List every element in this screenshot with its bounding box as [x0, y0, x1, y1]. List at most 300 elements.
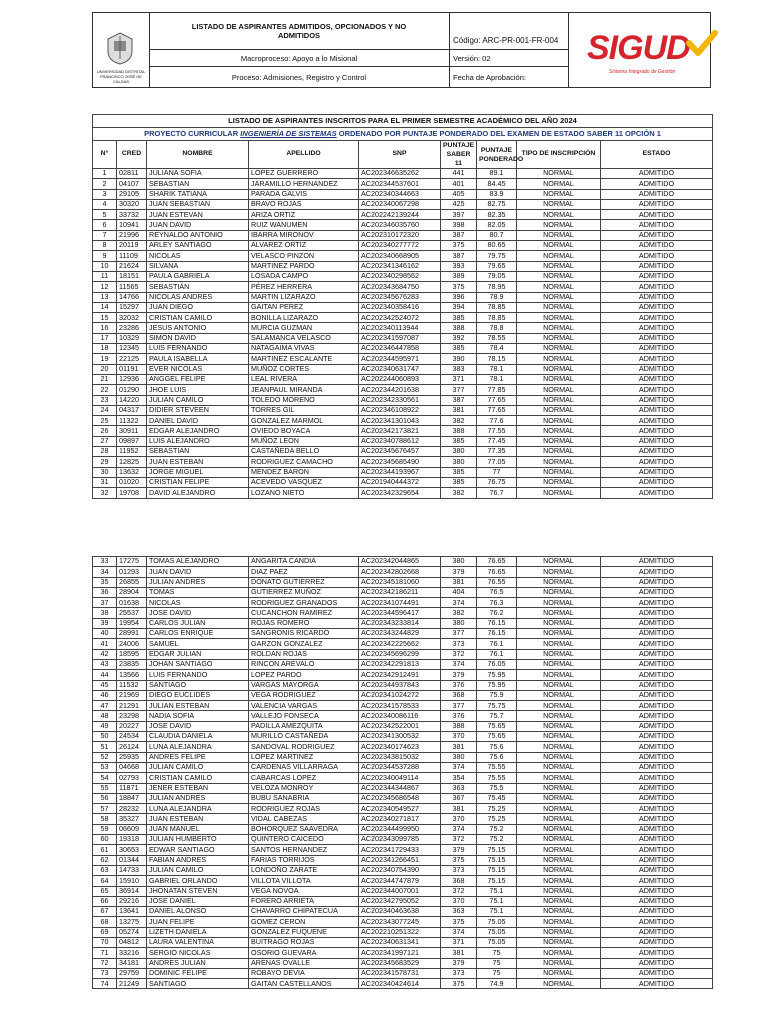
row-estado: ADMITIDO [601, 271, 713, 281]
row-puntaje-saber11: 374 [441, 598, 477, 608]
row-estado: ADMITIDO [601, 447, 713, 457]
table-row [93, 814, 713, 824]
row-tipo-inscripcion: NORMAL [517, 649, 601, 659]
proceso: Proceso: Admisiones, Registro y Control [149, 67, 450, 87]
row-apellido: LOPEZ MARTINEZ [249, 752, 359, 762]
row-cred: 04317 [117, 405, 147, 415]
row-snp: AC202340067298 [359, 199, 441, 209]
row-cred: 21969 [117, 690, 147, 700]
table-row [93, 958, 713, 968]
row-puntaje-ponderado: 78.85 [477, 302, 517, 312]
row-cred: 11952 [117, 447, 147, 457]
row-number: 43 [93, 659, 117, 669]
row-puntaje-saber11: 387 [441, 395, 477, 405]
row-tipo-inscripcion: NORMAL [517, 948, 601, 958]
row-tipo-inscripcion: NORMAL [517, 577, 601, 587]
row-cred: 19708 [117, 488, 147, 498]
row-estado: ADMITIDO [601, 845, 713, 855]
row-estado: ADMITIDO [601, 701, 713, 711]
row-snp: AC202341300532 [359, 732, 441, 742]
row-puntaje-ponderado: 76.5 [477, 587, 517, 597]
row-tipo-inscripcion: NORMAL [517, 670, 601, 680]
row-tipo-inscripcion: NORMAL [517, 814, 601, 824]
row-puntaje-saber11: 385 [441, 436, 477, 446]
row-puntaje-ponderado: 75.45 [477, 793, 517, 803]
row-snp: AC202345685490 [359, 457, 441, 467]
row-estado: ADMITIDO [601, 261, 713, 271]
row-nombre: JUAN SEBASTIAN [147, 199, 249, 209]
row-number: 30 [93, 467, 117, 477]
table-row [93, 865, 713, 875]
row-nombre: LUIS FERNANDO [147, 670, 249, 680]
row-estado: ADMITIDO [601, 865, 713, 875]
row-number: 39 [93, 618, 117, 628]
row-apellido: MURCIA GUZMAN [249, 323, 359, 333]
row-estado: ADMITIDO [601, 385, 713, 395]
row-number: 8 [93, 241, 117, 251]
row-cred: 02811 [117, 169, 147, 179]
row-snp: AC202340631341 [359, 937, 441, 947]
row-puntaje-saber11: 375 [441, 241, 477, 251]
sigud-subtitle: Sistema Integrado de Gestión [609, 69, 676, 75]
row-cred: 02793 [117, 773, 147, 783]
row-apellido: GAITAN PEREZ [249, 302, 359, 312]
row-nombre: JOSE DANIEL [147, 896, 249, 906]
row-tipo-inscripcion: NORMAL [517, 793, 601, 803]
row-estado: ADMITIDO [601, 557, 713, 567]
row-snp: AC202344595971 [359, 354, 441, 364]
row-puntaje-saber11: 381 [441, 577, 477, 587]
row-tipo-inscripcion: NORMAL [517, 416, 601, 426]
row-apellido: BOHORQUEZ SAAVEDRA [249, 824, 359, 834]
row-tipo-inscripcion: NORMAL [517, 742, 601, 752]
row-puntaje-ponderado: 75.6 [477, 742, 517, 752]
row-snp: AC202340358416 [359, 302, 441, 312]
row-snp: AC202340463638 [359, 907, 441, 917]
row-puntaje-saber11: 392 [441, 333, 477, 343]
col-header-cred: CRED [117, 141, 147, 169]
row-cred: 05274 [117, 927, 147, 937]
row-apellido: JARAMILLO HERNANDEZ [249, 179, 359, 189]
row-tipo-inscripcion: NORMAL [517, 189, 601, 199]
row-estado: ADMITIDO [601, 917, 713, 927]
row-snp: AC202344937843 [359, 680, 441, 690]
row-puntaje-saber11: 387 [441, 230, 477, 240]
row-cred: 33732 [117, 210, 147, 220]
row-apellido: BRAVO ROJAS [249, 199, 359, 209]
row-estado: ADMITIDO [601, 488, 713, 498]
row-nombre: EDGAR ALEJANDRO [147, 426, 249, 436]
row-tipo-inscripcion: NORMAL [517, 824, 601, 834]
row-nombre: JOSE DAVID [147, 608, 249, 618]
row-nombre: JUAN ESTEBAN [147, 814, 249, 824]
row-puntaje-ponderado: 74.9 [477, 979, 517, 989]
row-puntaje-ponderado: 78.85 [477, 313, 517, 323]
row-puntaje-saber11: 381 [441, 742, 477, 752]
row-puntaje-ponderado: 75.25 [477, 814, 517, 824]
row-snp: AC202343233814 [359, 618, 441, 628]
row-number: 33 [93, 557, 117, 567]
row-snp: AC202342329654 [359, 488, 441, 498]
row-puntaje-saber11: 382 [441, 416, 477, 426]
row-puntaje-ponderado: 78.8 [477, 323, 517, 333]
row-snp: AC202344007001 [359, 886, 441, 896]
table-row [93, 354, 713, 364]
table-row [93, 189, 713, 199]
row-nombre: SEBASTIAN [147, 447, 249, 457]
row-estado: ADMITIDO [601, 395, 713, 405]
row-number: 20 [93, 364, 117, 374]
row-number: 26 [93, 426, 117, 436]
row-puntaje-saber11: 379 [441, 567, 477, 577]
row-estado: ADMITIDO [601, 804, 713, 814]
row-estado: ADMITIDO [601, 907, 713, 917]
row-snp: AC202340788612 [359, 436, 441, 446]
col-header-estado: ESTADO [601, 141, 713, 169]
row-snp: AC202343244829 [359, 629, 441, 639]
row-puntaje-ponderado: 78.4 [477, 344, 517, 354]
row-apellido: CABARCAS LOPEZ [249, 773, 359, 783]
row-nombre: JUAN ESTEBAN [147, 457, 249, 467]
row-estado: ADMITIDO [601, 477, 713, 487]
table-row [93, 917, 713, 927]
row-tipo-inscripcion: NORMAL [517, 179, 601, 189]
row-apellido: ACEVEDO VASQUEZ [249, 477, 359, 487]
table-row [93, 608, 713, 618]
row-nombre: CARLOS JULIAN [147, 618, 249, 628]
row-snp: AC202244060893 [359, 374, 441, 384]
row-puntaje-saber11: 383 [441, 364, 477, 374]
col-header-ponderado: PUNTAJE PONDERADO [477, 141, 517, 169]
table-row [93, 261, 713, 271]
row-puntaje-saber11: 367 [441, 793, 477, 803]
row-snp: AC202340754390 [359, 865, 441, 875]
row-nombre: SANTIAGO [147, 680, 249, 690]
row-snp: AC202344747879 [359, 876, 441, 886]
row-snp: AC202346035760 [359, 220, 441, 230]
row-number: 28 [93, 447, 117, 457]
row-puntaje-ponderado: 75.7 [477, 711, 517, 721]
row-number: 56 [93, 793, 117, 803]
row-puntaje-ponderado: 80.65 [477, 241, 517, 251]
row-apellido: LOPEZ PARDO [249, 670, 359, 680]
row-number: 13 [93, 292, 117, 302]
row-puntaje-saber11: 396 [441, 292, 477, 302]
table-row [93, 721, 713, 731]
table-row [93, 436, 713, 446]
row-nombre: JOHAN SANTIAGO [147, 659, 249, 669]
row-puntaje-ponderado: 82.75 [477, 199, 517, 209]
row-snp: AC202342225662 [359, 639, 441, 649]
row-nombre: JULIAN ANDRES [147, 793, 249, 803]
row-snp: AC202341997121 [359, 948, 441, 958]
row-apellido: VEGA NOVOA [249, 886, 359, 896]
row-puntaje-ponderado: 76.55 [477, 577, 517, 587]
row-tipo-inscripcion: NORMAL [517, 896, 601, 906]
table-row [93, 395, 713, 405]
row-puntaje-ponderado: 78.95 [477, 282, 517, 292]
row-number: 68 [93, 917, 117, 927]
row-number: 35 [93, 577, 117, 587]
row-snp: AC202342186211 [359, 587, 441, 597]
row-puntaje-saber11: 404 [441, 587, 477, 597]
row-nombre: PAULA ISABELLA [147, 354, 249, 364]
row-cred: 12825 [117, 457, 147, 467]
row-tipo-inscripcion: NORMAL [517, 567, 601, 577]
row-cred: 01020 [117, 477, 147, 487]
row-tipo-inscripcion: NORMAL [517, 169, 601, 179]
university-name: UNIVERSIDAD DISTRITAL FRANCISCO JOSÉ DE CALDAS [96, 69, 146, 84]
row-puntaje-ponderado: 75.05 [477, 927, 517, 937]
row-nombre: EDWAR SANTIAGO [147, 845, 249, 855]
table-row [93, 639, 713, 649]
table-row [93, 752, 713, 762]
row-puntaje-saber11: 397 [441, 210, 477, 220]
row-cred: 30653 [117, 845, 147, 855]
table-row [93, 230, 713, 240]
row-number: 45 [93, 680, 117, 690]
table-row [93, 598, 713, 608]
row-nombre: CRISTIAN CAMILO [147, 773, 249, 783]
row-puntaje-saber11: 374 [441, 762, 477, 772]
row-tipo-inscripcion: NORMAL [517, 680, 601, 690]
row-puntaje-ponderado: 80.7 [477, 230, 517, 240]
row-puntaje-ponderado: 75.6 [477, 752, 517, 762]
table-row [93, 845, 713, 855]
row-snp: AC202340049114 [359, 773, 441, 783]
row-cred: 13275 [117, 917, 147, 927]
row-apellido: VILLOTA VILLOTA [249, 876, 359, 886]
row-puntaje-saber11: 375 [441, 917, 477, 927]
table-row [93, 587, 713, 597]
row-puntaje-saber11: 354 [441, 773, 477, 783]
table-row [93, 220, 713, 230]
row-cred: 01191 [117, 364, 147, 374]
row-cred: 23835 [117, 659, 147, 669]
row-number: 65 [93, 886, 117, 896]
row-puntaje-ponderado: 76.15 [477, 629, 517, 639]
row-cred: 29759 [117, 968, 147, 978]
row-apellido: VALLEJO FONSECA [249, 711, 359, 721]
row-apellido: GOMEZ CERON [249, 917, 359, 927]
row-puntaje-saber11: 387 [441, 251, 477, 261]
row-puntaje-saber11: 363 [441, 783, 477, 793]
row-puntaje-ponderado: 77.85 [477, 385, 517, 395]
table-row [93, 467, 713, 477]
row-puntaje-ponderado: 75.05 [477, 917, 517, 927]
table-row [93, 577, 713, 587]
row-tipo-inscripcion: NORMAL [517, 587, 601, 597]
row-puntaje-saber11: 377 [441, 385, 477, 395]
row-cred: 20227 [117, 721, 147, 731]
row-cred: 34181 [117, 958, 147, 968]
row-cred: 30911 [117, 426, 147, 436]
row-estado: ADMITIDO [601, 333, 713, 343]
row-tipo-inscripcion: NORMAL [517, 488, 601, 498]
row-cred: 22125 [117, 354, 147, 364]
table-row [93, 701, 713, 711]
row-tipo-inscripcion: NORMAL [517, 199, 601, 209]
row-puntaje-ponderado: 75.2 [477, 824, 517, 834]
row-apellido: RODRIGUEZ ROJAS [249, 804, 359, 814]
approval-date: Fecha de Aprobación: [450, 67, 569, 87]
row-puntaje-ponderado: 76.65 [477, 567, 517, 577]
table-row [93, 762, 713, 772]
row-tipo-inscripcion: NORMAL [517, 261, 601, 271]
program-name: INGENIERÍA DE SISTEMAS [240, 128, 337, 138]
row-puntaje-ponderado: 76.2 [477, 608, 517, 618]
row-tipo-inscripcion: NORMAL [517, 639, 601, 649]
row-snp: AC202346108922 [359, 405, 441, 415]
row-estado: ADMITIDO [601, 886, 713, 896]
row-apellido: LOPEZ GUERRERO [249, 169, 359, 179]
row-cred: 29216 [117, 896, 147, 906]
row-tipo-inscripcion: NORMAL [517, 477, 601, 487]
row-puntaje-ponderado: 75.15 [477, 845, 517, 855]
row-snp: AC202342802668 [359, 567, 441, 577]
row-tipo-inscripcion: NORMAL [517, 302, 601, 312]
row-cred: 21996 [117, 230, 147, 240]
document-version: Versión: 02 [450, 50, 569, 67]
table-row [93, 804, 713, 814]
row-puntaje-ponderado: 75.2 [477, 835, 517, 845]
row-cred: 21624 [117, 261, 147, 271]
row-apellido: ARIZA ORTIZ [249, 210, 359, 220]
row-estado: ADMITIDO [601, 230, 713, 240]
table-row [93, 793, 713, 803]
table-row [93, 313, 713, 323]
row-cred: 11109 [117, 251, 147, 261]
row-puntaje-ponderado: 75.55 [477, 773, 517, 783]
row-nombre: NICOLAS ANDRES [147, 292, 249, 302]
table-row [93, 169, 713, 179]
row-puntaje-saber11: 382 [441, 488, 477, 498]
row-tipo-inscripcion: NORMAL [517, 344, 601, 354]
row-estado: ADMITIDO [601, 711, 713, 721]
row-puntaje-saber11: 441 [441, 169, 477, 179]
row-snp: AC202345686548 [359, 793, 441, 803]
row-puntaje-ponderado: 76.1 [477, 639, 517, 649]
row-cred: 12936 [117, 374, 147, 384]
row-apellido: MUÑOZ CORTES [249, 364, 359, 374]
row-estado: ADMITIDO [601, 251, 713, 261]
table-row [93, 333, 713, 343]
row-snp: AC202341597087 [359, 333, 441, 343]
row-apellido: MARTINEZ PARDO [249, 261, 359, 271]
row-puntaje-saber11: 379 [441, 845, 477, 855]
row-number: 21 [93, 374, 117, 384]
row-cred: 15910 [117, 876, 147, 886]
table-row [93, 773, 713, 783]
row-nombre: PAULA GABRIELA [147, 271, 249, 281]
row-apellido: QUINTERO CAICEDO [249, 835, 359, 845]
row-nombre: JUAN DAVID [147, 220, 249, 230]
row-number: 5 [93, 210, 117, 220]
table-row [93, 488, 713, 498]
row-cred: 24006 [117, 639, 147, 649]
row-apellido: SANTOS HERNANDEZ [249, 845, 359, 855]
row-estado: ADMITIDO [601, 896, 713, 906]
row-estado: ADMITIDO [601, 608, 713, 618]
row-estado: ADMITIDO [601, 659, 713, 669]
table-row [93, 629, 713, 639]
table-row [93, 251, 713, 261]
row-tipo-inscripcion: NORMAL [517, 323, 601, 333]
row-tipo-inscripcion: NORMAL [517, 220, 601, 230]
row-apellido: MURILLO CASTAÑEDA [249, 732, 359, 742]
row-estado: ADMITIDO [601, 169, 713, 179]
row-snp: AC202341578731 [359, 968, 441, 978]
row-nombre: JESUS ANTONIO [147, 323, 249, 333]
col-header-apellido: APELLIDO [249, 141, 359, 169]
row-puntaje-saber11: 389 [441, 271, 477, 281]
row-tipo-inscripcion: NORMAL [517, 313, 601, 323]
row-apellido: VEGA RODRIGUEZ [249, 690, 359, 700]
row-puntaje-ponderado: 76.05 [477, 659, 517, 669]
row-nombre: JULIAN ESTEBAN [147, 701, 249, 711]
row-estado: ADMITIDO [601, 958, 713, 968]
row-snp: AC202340344663 [359, 189, 441, 199]
row-puntaje-ponderado: 76.15 [477, 618, 517, 628]
checkmark-icon [687, 29, 717, 59]
row-cred: 28991 [117, 629, 147, 639]
row-apellido: LONDOÑO ZARATE [249, 865, 359, 875]
table-row [93, 886, 713, 896]
row-number: 41 [93, 639, 117, 649]
table-row [93, 364, 713, 374]
row-number: 7 [93, 230, 117, 240]
row-puntaje-saber11: 374 [441, 927, 477, 937]
row-nombre: CARLOS ENRIQUE [147, 629, 249, 639]
row-tipo-inscripcion: NORMAL [517, 732, 601, 742]
row-puntaje-saber11: 385 [441, 467, 477, 477]
table-row [93, 907, 713, 917]
row-apellido: BONILLA LIZARAZO [249, 313, 359, 323]
row-puntaje-saber11: 380 [441, 447, 477, 457]
row-puntaje-ponderado: 75.95 [477, 670, 517, 680]
row-cred: 01290 [117, 385, 147, 395]
row-number: 50 [93, 732, 117, 742]
table-row [93, 618, 713, 628]
table-row [93, 426, 713, 436]
row-puntaje-ponderado: 75.25 [477, 804, 517, 814]
row-snp: AC202340174623 [359, 742, 441, 752]
row-nombre: JOSE DAVID [147, 721, 249, 731]
row-apellido: ROLDAN ROJAS [249, 649, 359, 659]
row-apellido: ALVAREZ ORTIZ [249, 241, 359, 251]
row-puntaje-saber11: 375 [441, 855, 477, 865]
row-tipo-inscripcion: NORMAL [517, 241, 601, 251]
row-estado: ADMITIDO [601, 629, 713, 639]
row-puntaje-ponderado: 75.95 [477, 680, 517, 690]
row-estado: ADMITIDO [601, 344, 713, 354]
row-nombre: JULIAN CAMILO [147, 395, 249, 405]
row-nombre: NICOLAS [147, 598, 249, 608]
row-puntaje-saber11: 372 [441, 835, 477, 845]
row-puntaje-saber11: 370 [441, 896, 477, 906]
row-puntaje-ponderado: 75 [477, 958, 517, 968]
row-estado: ADMITIDO [601, 732, 713, 742]
row-number: 53 [93, 762, 117, 772]
row-number: 48 [93, 711, 117, 721]
row-tipo-inscripcion: NORMAL [517, 917, 601, 927]
row-nombre: SANTIAGO [147, 979, 249, 989]
university-seal-icon [105, 31, 135, 65]
row-nombre: CRISTIAN CAMILO [147, 313, 249, 323]
row-cred: 01293 [117, 567, 147, 577]
row-tipo-inscripcion: NORMAL [517, 436, 601, 446]
row-estado: ADMITIDO [601, 313, 713, 323]
